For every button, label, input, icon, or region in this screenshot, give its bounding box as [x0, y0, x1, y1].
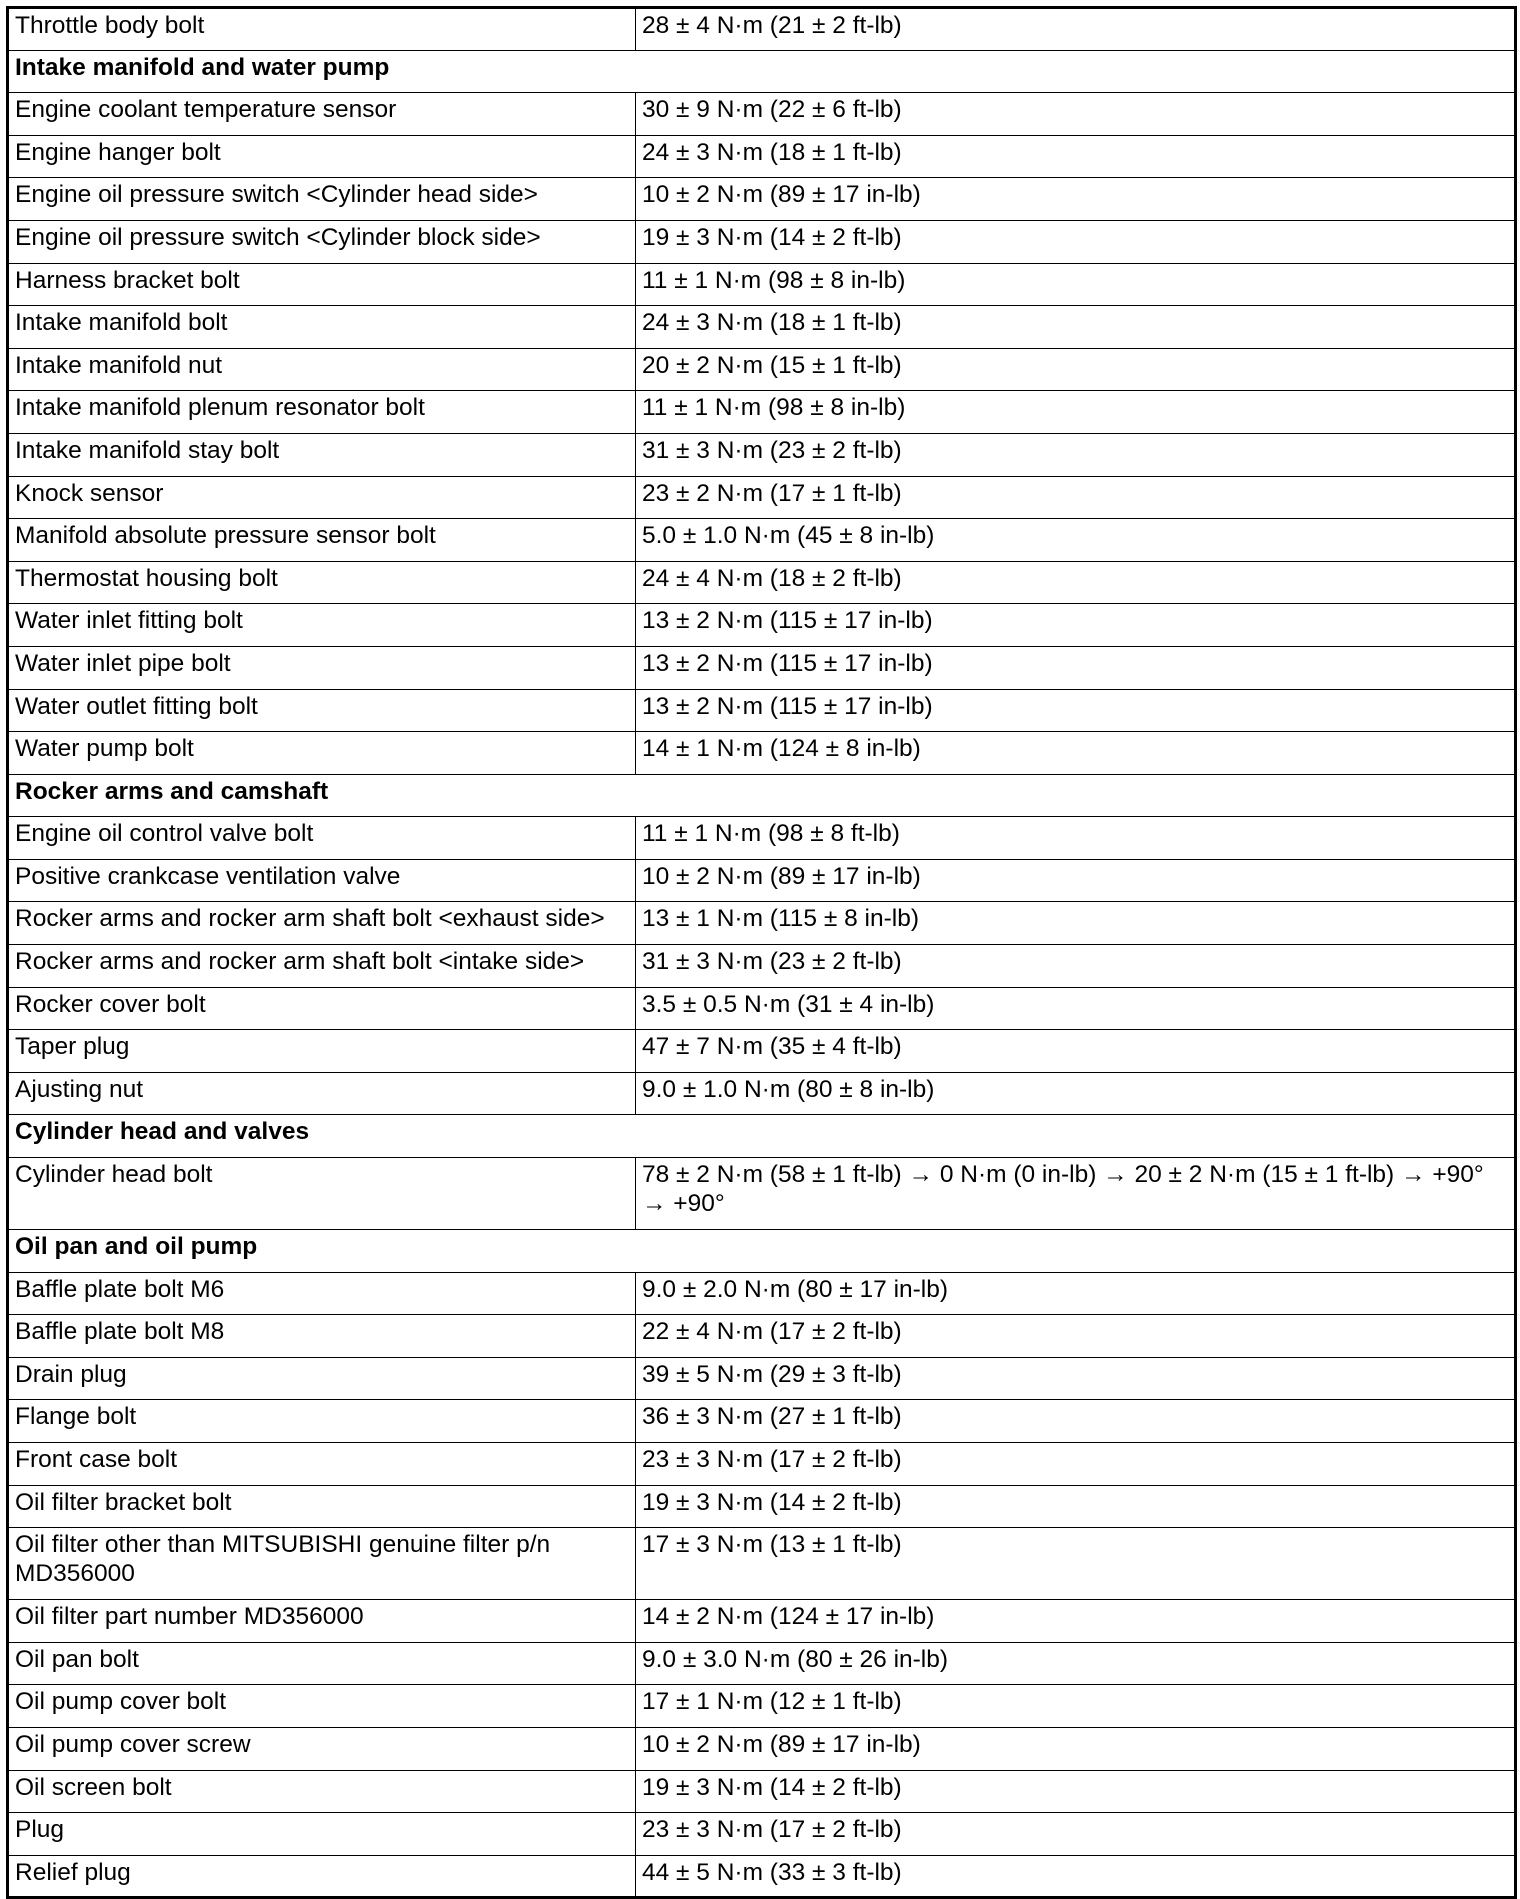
item-name-cell: Harness bracket bolt — [8, 263, 636, 306]
torque-spec-cell: 23 ± 2 N·m (17 ± 1 ft-lb) — [636, 476, 1516, 519]
item-name-cell: Relief plug — [8, 1855, 636, 1898]
item-name-cell: Knock sensor — [8, 476, 636, 519]
torque-spec-cell: 9.0 ± 1.0 N·m (80 ± 8 in-lb) — [636, 1072, 1516, 1115]
item-name-cell: Water inlet pipe bolt — [8, 646, 636, 689]
spec-row — [8, 987, 1516, 1030]
item-name-cell: Rocker arms and rocker arm shaft bolt <exhaust side> — [8, 902, 636, 945]
spec-row — [8, 689, 1516, 732]
torque-spec-cell: 13 ± 2 N·m (115 ± 17 in-lb) — [636, 646, 1516, 689]
spec-row — [8, 1315, 1516, 1358]
spec-row — [8, 93, 1516, 136]
torque-spec-cell: 11 ± 1 N·m (98 ± 8 in-lb) — [636, 263, 1516, 306]
section-row — [8, 50, 1516, 93]
torque-spec-cell: 78 ± 2 N·m (58 ± 1 ft-lb) → 0 N·m (0 in-lb) → 20 ± 2 N·m (15 ± 1 ft-lb) → +90° → +90° — [636, 1158, 1516, 1230]
torque-spec-cell: 10 ± 2 N·m (89 ± 17 in-lb) — [636, 178, 1516, 221]
torque-spec-cell: 31 ± 3 N·m (23 ± 2 ft-lb) — [636, 433, 1516, 476]
spec-row — [8, 1485, 1516, 1528]
item-name-cell: Plug — [8, 1813, 636, 1856]
spec-row — [8, 1528, 1516, 1600]
item-name-cell: Oil screen bolt — [8, 1770, 636, 1813]
item-name-cell: Throttle body bolt — [8, 8, 636, 51]
torque-spec-cell: 20 ± 2 N·m (15 ± 1 ft-lb) — [636, 348, 1516, 391]
torque-spec-cell: 14 ± 1 N·m (124 ± 8 in-lb) — [636, 732, 1516, 775]
section-row — [8, 774, 1516, 817]
item-name-cell: Water outlet fitting bolt — [8, 689, 636, 732]
torque-spec-cell: 22 ± 4 N·m (17 ± 2 ft-lb) — [636, 1315, 1516, 1358]
torque-spec-cell: 11 ± 1 N·m (98 ± 8 ft-lb) — [636, 817, 1516, 860]
spec-row — [8, 348, 1516, 391]
spec-row — [8, 306, 1516, 349]
torque-spec-cell: 10 ± 2 N·m (89 ± 17 in-lb) — [636, 859, 1516, 902]
item-name-cell: Water inlet fitting bolt — [8, 604, 636, 647]
spec-row — [8, 519, 1516, 562]
section-heading: Intake manifold and water pump — [8, 50, 1516, 93]
section-heading: Cylinder head and valves — [8, 1115, 1516, 1158]
torque-spec-cell: 24 ± 3 N·m (18 ± 1 ft-lb) — [636, 306, 1516, 349]
torque-spec-table — [6, 6, 1517, 1899]
torque-spec-cell: 17 ± 1 N·m (12 ± 1 ft-lb) — [636, 1685, 1516, 1728]
spec-row — [8, 732, 1516, 775]
section-row — [8, 1230, 1516, 1273]
spec-row — [8, 859, 1516, 902]
section-row — [8, 1115, 1516, 1158]
spec-row — [8, 135, 1516, 178]
spec-row — [8, 1855, 1516, 1898]
item-name-cell: Engine hanger bolt — [8, 135, 636, 178]
torque-spec-cell: 19 ± 3 N·m (14 ± 2 ft-lb) — [636, 220, 1516, 263]
item-name-cell: Water pump bolt — [8, 732, 636, 775]
torque-spec-cell: 5.0 ± 1.0 N·m (45 ± 8 in-lb) — [636, 519, 1516, 562]
item-name-cell: Baffle plate bolt M8 — [8, 1315, 636, 1358]
spec-row — [8, 1030, 1516, 1073]
item-name-cell: Rocker cover bolt — [8, 987, 636, 1030]
spec-row — [8, 1357, 1516, 1400]
section-heading: Oil pan and oil pump — [8, 1230, 1516, 1273]
item-name-cell: Ajusting nut — [8, 1072, 636, 1115]
item-name-cell: Intake manifold nut — [8, 348, 636, 391]
spec-row — [8, 1072, 1516, 1115]
torque-spec-cell: 24 ± 3 N·m (18 ± 1 ft-lb) — [636, 135, 1516, 178]
torque-spec-cell: 19 ± 3 N·m (14 ± 2 ft-lb) — [636, 1770, 1516, 1813]
spec-row — [8, 1770, 1516, 1813]
item-name-cell: Oil filter other than MITSUBISHI genuine filter p/n MD356000 — [8, 1528, 636, 1600]
torque-spec-cell: 23 ± 3 N·m (17 ± 2 ft-lb) — [636, 1813, 1516, 1856]
item-name-cell: Oil filter part number MD356000 — [8, 1600, 636, 1643]
item-name-cell: Intake manifold plenum resonator bolt — [8, 391, 636, 434]
torque-spec-cell: 13 ± 1 N·m (115 ± 8 in-lb) — [636, 902, 1516, 945]
spec-row — [8, 561, 1516, 604]
item-name-cell: Flange bolt — [8, 1400, 636, 1443]
item-name-cell: Drain plug — [8, 1357, 636, 1400]
item-name-cell: Oil pan bolt — [8, 1642, 636, 1685]
spec-row — [8, 646, 1516, 689]
item-name-cell: Taper plug — [8, 1030, 636, 1073]
item-name-cell: Oil filter bracket bolt — [8, 1485, 636, 1528]
spec-row — [8, 1642, 1516, 1685]
item-name-cell: Baffle plate bolt M6 — [8, 1272, 636, 1315]
torque-spec-cell: 11 ± 1 N·m (98 ± 8 in-lb) — [636, 391, 1516, 434]
spec-row — [8, 1272, 1516, 1315]
spec-row — [8, 1158, 1516, 1230]
torque-spec-cell: 31 ± 3 N·m (23 ± 2 ft-lb) — [636, 945, 1516, 988]
torque-spec-cell: 30 ± 9 N·m (22 ± 6 ft-lb) — [636, 93, 1516, 136]
spec-row — [8, 1813, 1516, 1856]
torque-spec-cell: 19 ± 3 N·m (14 ± 2 ft-lb) — [636, 1485, 1516, 1528]
item-name-cell: Rocker arms and rocker arm shaft bolt <intake side> — [8, 945, 636, 988]
spec-row — [8, 945, 1516, 988]
torque-spec-cell: 39 ± 5 N·m (29 ± 3 ft-lb) — [636, 1357, 1516, 1400]
item-name-cell: Engine oil pressure switch <Cylinder head side> — [8, 178, 636, 221]
torque-spec-cell: 47 ± 7 N·m (35 ± 4 ft-lb) — [636, 1030, 1516, 1073]
torque-spec-cell: 9.0 ± 2.0 N·m (80 ± 17 in-lb) — [636, 1272, 1516, 1315]
spec-row — [8, 1400, 1516, 1443]
torque-spec-cell: 24 ± 4 N·m (18 ± 2 ft-lb) — [636, 561, 1516, 604]
item-name-cell: Engine oil pressure switch <Cylinder block side> — [8, 220, 636, 263]
torque-spec-cell: 17 ± 3 N·m (13 ± 1 ft-lb) — [636, 1528, 1516, 1600]
item-name-cell: Front case bolt — [8, 1443, 636, 1486]
torque-spec-cell: 44 ± 5 N·m (33 ± 3 ft-lb) — [636, 1855, 1516, 1898]
spec-row — [8, 178, 1516, 221]
spec-row — [8, 263, 1516, 306]
item-name-cell: Positive crankcase ventilation valve — [8, 859, 636, 902]
section-heading: Rocker arms and camshaft — [8, 774, 1516, 817]
torque-spec-cell: 3.5 ± 0.5 N·m (31 ± 4 in-lb) — [636, 987, 1516, 1030]
torque-spec-cell: 9.0 ± 3.0 N·m (80 ± 26 in-lb) — [636, 1642, 1516, 1685]
item-name-cell: Thermostat housing bolt — [8, 561, 636, 604]
spec-row — [8, 1727, 1516, 1770]
torque-spec-cell: 13 ± 2 N·m (115 ± 17 in-lb) — [636, 689, 1516, 732]
spec-row — [8, 391, 1516, 434]
item-name-cell: Oil pump cover bolt — [8, 1685, 636, 1728]
spec-row — [8, 220, 1516, 263]
spec-row — [8, 817, 1516, 860]
torque-spec-cell: 10 ± 2 N·m (89 ± 17 in-lb) — [636, 1727, 1516, 1770]
spec-row — [8, 604, 1516, 647]
item-name-cell: Engine oil control valve bolt — [8, 817, 636, 860]
torque-spec-cell: 23 ± 3 N·m (17 ± 2 ft-lb) — [636, 1443, 1516, 1486]
item-name-cell: Oil pump cover screw — [8, 1727, 636, 1770]
spec-row — [8, 1443, 1516, 1486]
torque-spec-cell: 13 ± 2 N·m (115 ± 17 in-lb) — [636, 604, 1516, 647]
item-name-cell: Engine coolant temperature sensor — [8, 93, 636, 136]
spec-row — [8, 433, 1516, 476]
torque-spec-cell: 36 ± 3 N·m (27 ± 1 ft-lb) — [636, 1400, 1516, 1443]
spec-row — [8, 476, 1516, 519]
item-name-cell: Cylinder head bolt — [8, 1158, 636, 1230]
spec-row — [8, 1600, 1516, 1643]
torque-spec-cell: 14 ± 2 N·m (124 ± 17 in-lb) — [636, 1600, 1516, 1643]
item-name-cell: Manifold absolute pressure sensor bolt — [8, 519, 636, 562]
spec-row — [8, 8, 1516, 51]
item-name-cell: Intake manifold bolt — [8, 306, 636, 349]
spec-row — [8, 1685, 1516, 1728]
spec-row — [8, 902, 1516, 945]
torque-spec-cell: 28 ± 4 N·m (21 ± 2 ft-lb) — [636, 8, 1516, 51]
item-name-cell: Intake manifold stay bolt — [8, 433, 636, 476]
torque-spec-body — [8, 8, 1516, 1898]
